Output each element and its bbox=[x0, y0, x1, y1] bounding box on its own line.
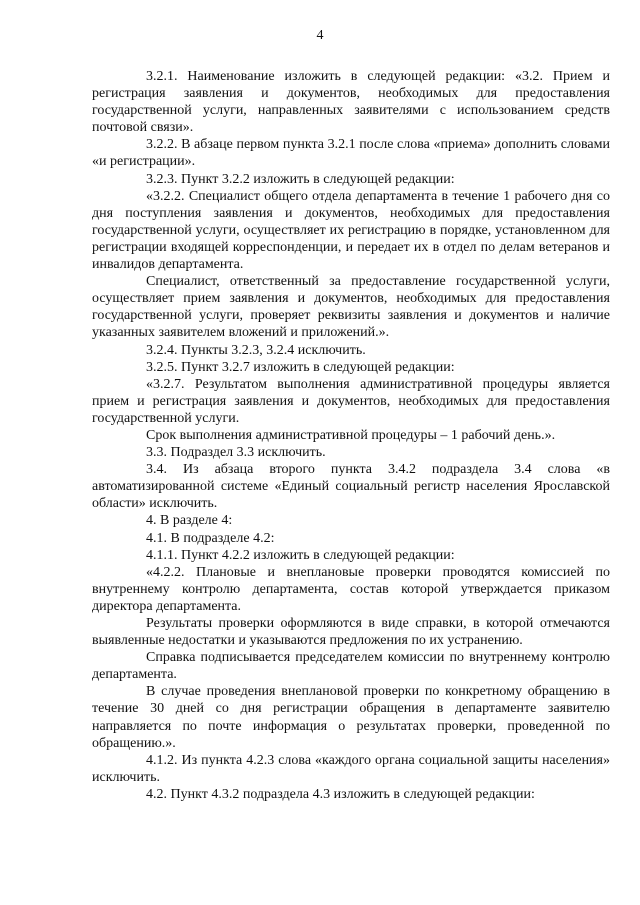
paragraph: Результаты проверки оформляются в виде справки, в которой отмечаются выявленные недостатки и указываются предложения по их устранению. bbox=[92, 616, 610, 649]
paragraph: 4.1.2. Из пункта 4.2.3 слова «каждого органа социальной защиты населения» исключить. bbox=[92, 752, 610, 785]
paragraph: Срок выполнения административной процедуры – 1 рабочий день.». bbox=[146, 427, 556, 443]
paragraph: 3.2.4. Пункты 3.2.3, 3.2.4 исключить. bbox=[146, 342, 366, 358]
paragraph: В случае проведения внеплановой проверки по конкретному обращению в течение 30 дней со дня регистрации обращения в департаменте заявителю направляется по почте информация о результатах проверки, проведенной по обращению.». bbox=[92, 684, 610, 751]
document-body bbox=[92, 68, 610, 803]
paragraph: 3.2.3. Пункт 3.2.2 изложить в следующей редакции: bbox=[146, 171, 455, 187]
paragraph: «4.2.2. Плановые и внеплановые проверки проводятся комиссией по внутреннему контролю департамента, состав которой утверждается приказом директора департамента. bbox=[92, 564, 610, 614]
paragraph: «3.2.2. Специалист общего отдела департамента в течение 1 рабочего дня со дня поступления заявления и документов, необходимых для предоставления государственной услуги, осуществляет их регистрацию в порядке, установленном для регистрации входящей корреспонденции, и передает их в отдел по делам ветеранов и инвалидов департамента. bbox=[92, 188, 610, 273]
paragraph: 4.1.1. Пункт 4.2.2 изложить в следующей редакции: bbox=[146, 547, 455, 563]
paragraph: Справка подписывается председателем комиссии по внутреннему контролю департамента. bbox=[92, 650, 610, 683]
paragraph: 3.3. Подраздел 3.3 исключить. bbox=[146, 445, 326, 461]
paragraph: 3.4. Из абзаца второго пункта 3.4.2 подраздела 3.4 слова «в автоматизированной системе «Единый социальный регистр населения Ярославской области» исключить. bbox=[92, 462, 610, 512]
paragraph: 4.1. В подразделе 4.2: bbox=[146, 530, 275, 546]
paragraph: 4.2. Пункт 4.3.2 подраздела 4.3 изложить в следующей редакции: bbox=[146, 786, 535, 802]
paragraph: 3.2.1. Наименование изложить в следующей редакции: «3.2. Прием и регистрация заявления и документов, необходимых для предоставления государственной услуги, направленных заявителями с использованием средств почтовой связи». bbox=[92, 69, 610, 136]
paragraph: 3.2.2. В абзаце первом пункта 3.2.1 после слова «приема» дополнить словами «и регистрации». bbox=[92, 137, 610, 170]
paragraph: Специалист, ответственный за предоставление государственной услуги, осуществляет прием заявления и документов, необходимых для предоставления государственной услуги, проверяет реквизиты заявления и документов и наличие указанных заявителем вложений и приложений.». bbox=[92, 274, 610, 341]
paragraph: «3.2.7. Результатом выполнения административной процедуры является прием и регистрация заявления и документов, необходимых для предоставления государственной услуги. bbox=[92, 376, 610, 426]
paragraph: 4. В разделе 4: bbox=[146, 513, 233, 529]
paragraph: 3.2.5. Пункт 3.2.7 изложить в следующей редакции: bbox=[146, 359, 455, 375]
page-number: 4 bbox=[316, 28, 324, 43]
